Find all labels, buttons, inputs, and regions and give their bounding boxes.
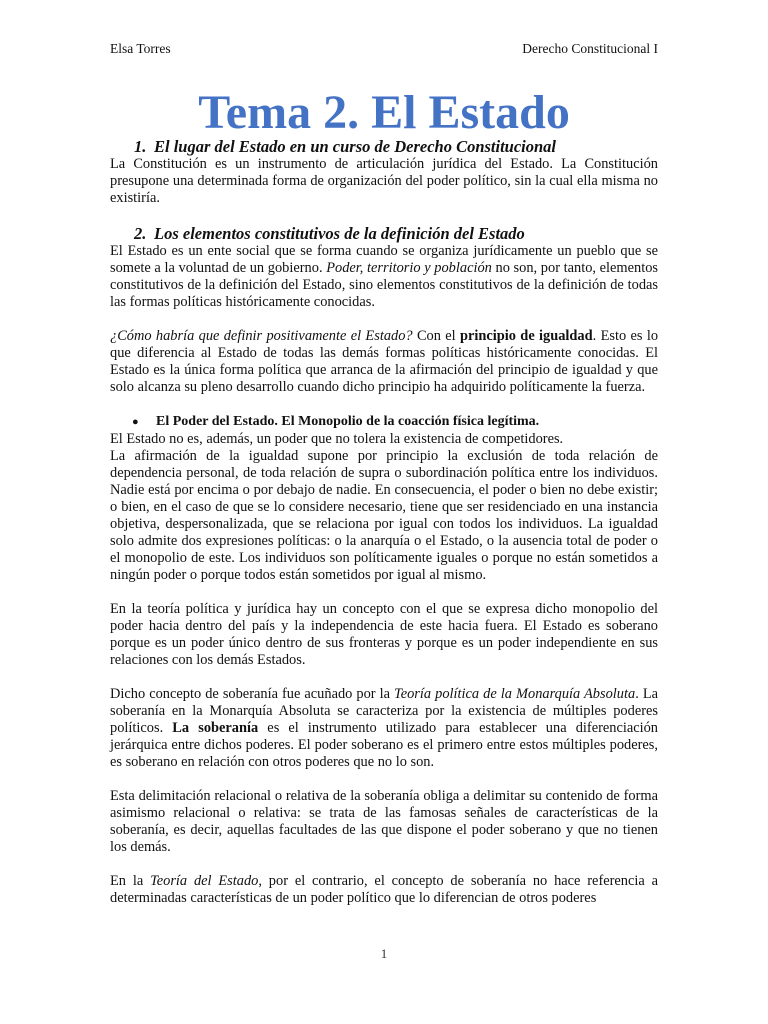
section-2-paragraph-2	[110, 328, 658, 396]
italic-run: Teoría política de la Monarquía Absoluta	[394, 686, 636, 702]
body-paragraph-3: El Estado no es, además, un poder que no tolera la existencia de competidores.	[110, 431, 564, 447]
section-1-title: El lugar del Estado en un curso de Derecho Constitucional	[154, 137, 557, 156]
text-run: , por el contrario, el concepto de soberanía no hace referencia a determinadas características de un poder político que lo diferencian de otros poderes	[110, 873, 658, 906]
section-2-title: Los elementos constitutivos de la definición del Estado	[154, 224, 525, 243]
document-title: Tema 2. El Estado	[198, 86, 570, 139]
spacer	[110, 669, 658, 686]
text-run: . Esto es lo que diferencia al Estado de todas las demás formas políticas históricamente conocidas. El Estado es la única forma política que arranca de la afirmación del principio de igualdad y que solo alcanza su pleno desarrollo cuando dicho principio ha adquirido políticamente la fuerza.	[110, 328, 659, 395]
italic-run: Poder, territorio y población	[326, 260, 492, 276]
document-body	[110, 137, 658, 907]
spacer	[110, 311, 658, 328]
bold-run: La soberanía	[172, 720, 259, 736]
text-run: Con el	[412, 328, 460, 344]
section-2-number: 2.	[134, 224, 147, 243]
spacer	[110, 856, 658, 873]
bullet-icon: ●	[132, 416, 139, 428]
spacer	[110, 207, 658, 224]
spacer	[110, 771, 658, 788]
italic-run: ¿Cómo habría que definir positivamente el Estado?	[110, 328, 413, 344]
body-paragraph-4: La afirmación de la igualdad supone por principio la exclusión de toda relación de dependencia personal, de toda relación de supra o subordinación política entre los individuos. Nadie está por encima o por debajo de nadie. En consecuencia, el poder o bien no debe existir; o bien, en el caso de que se lo considere necesario, tiene que ser residenciado en una instancia objetiva, despersonalizada, que se relaciona por igual con todos los individuos. La igualdad solo admite dos expresiones políticas: o la anarquía o el Estado, o la ausencia total de poder o el monopolio de este. Los individuos son políticamente iguales o porque no están sometidos a ningún poder o porque todos están sometidos por igual al mismo.	[110, 448, 658, 583]
text-run: es el instrumento utilizado para establecer una diferenciación jerárquica entre dichos poderes. El poder soberano es el primero entre estos múltiples poderes, es soberano en relación con otros poderes que no lo son.	[110, 720, 659, 770]
header-course: Derecho Constitucional I	[522, 41, 658, 56]
bold-run: principio de igualdad	[460, 328, 593, 344]
spacer	[110, 396, 658, 413]
body-paragraph-6	[110, 686, 658, 771]
section-2-heading	[110, 224, 658, 243]
body-paragraph-5: En la teoría política y jurídica hay un concepto con el que se expresa dicho monopolio del poder hacia dentro del país y la independencia de este hacia fuera. El Estado es soberano porque es un poder único dentro de sus fronteras y porque es un poder independiente en sus relaciones con los demás Estados.	[110, 601, 658, 668]
section-1-paragraph: La Constitución es un instrumento de articulación jurídica del Estado. La Constitución presupone una determinada forma de organización del poder político, sin la cual ella misma no existiría.	[110, 156, 658, 206]
page-number: 1	[380, 946, 388, 961]
section-1-heading	[110, 137, 658, 156]
text-run: . La soberanía en la Monarquía Absoluta se caracteriza por la existencia de múltiples poderes políticos.	[110, 686, 659, 736]
italic-run: Teoría del Estado	[150, 873, 259, 889]
body-paragraph-8	[110, 873, 658, 907]
bullet-item	[110, 413, 658, 431]
bullet-text: El Poder del Estado. El Monopolio de la coacción física legítima.	[156, 414, 540, 429]
text-run: no son, por tanto, elementos constitutivos de la definición del Estado, sino elementos constitutivos de la definición de todas las formas políticas históricamente conocidas.	[110, 260, 659, 310]
section-1-number: 1.	[134, 137, 147, 156]
body-paragraph-7: Esta delimitación relacional o relativa de la soberanía obliga a delimitar su contenido de forma asimismo relacional o relativa: se trata de las famosas señales de características de la soberanía, es decir, aquellas facultades de las que dispone el poder soberano y que no tienen los demás.	[110, 788, 658, 855]
page-header	[110, 41, 658, 57]
text-run: El Estado es un ente social que se forma cuando se organiza jurídicamente un pueblo que se somete a la voluntad de un gobierno.	[110, 243, 658, 276]
spacer	[110, 584, 658, 601]
header-author: Elsa Torres	[110, 41, 171, 56]
text-run: En la	[110, 873, 151, 889]
text-run: Dicho concepto de soberanía fue acuñado por la	[110, 686, 395, 702]
section-2-paragraph-1	[110, 243, 658, 311]
